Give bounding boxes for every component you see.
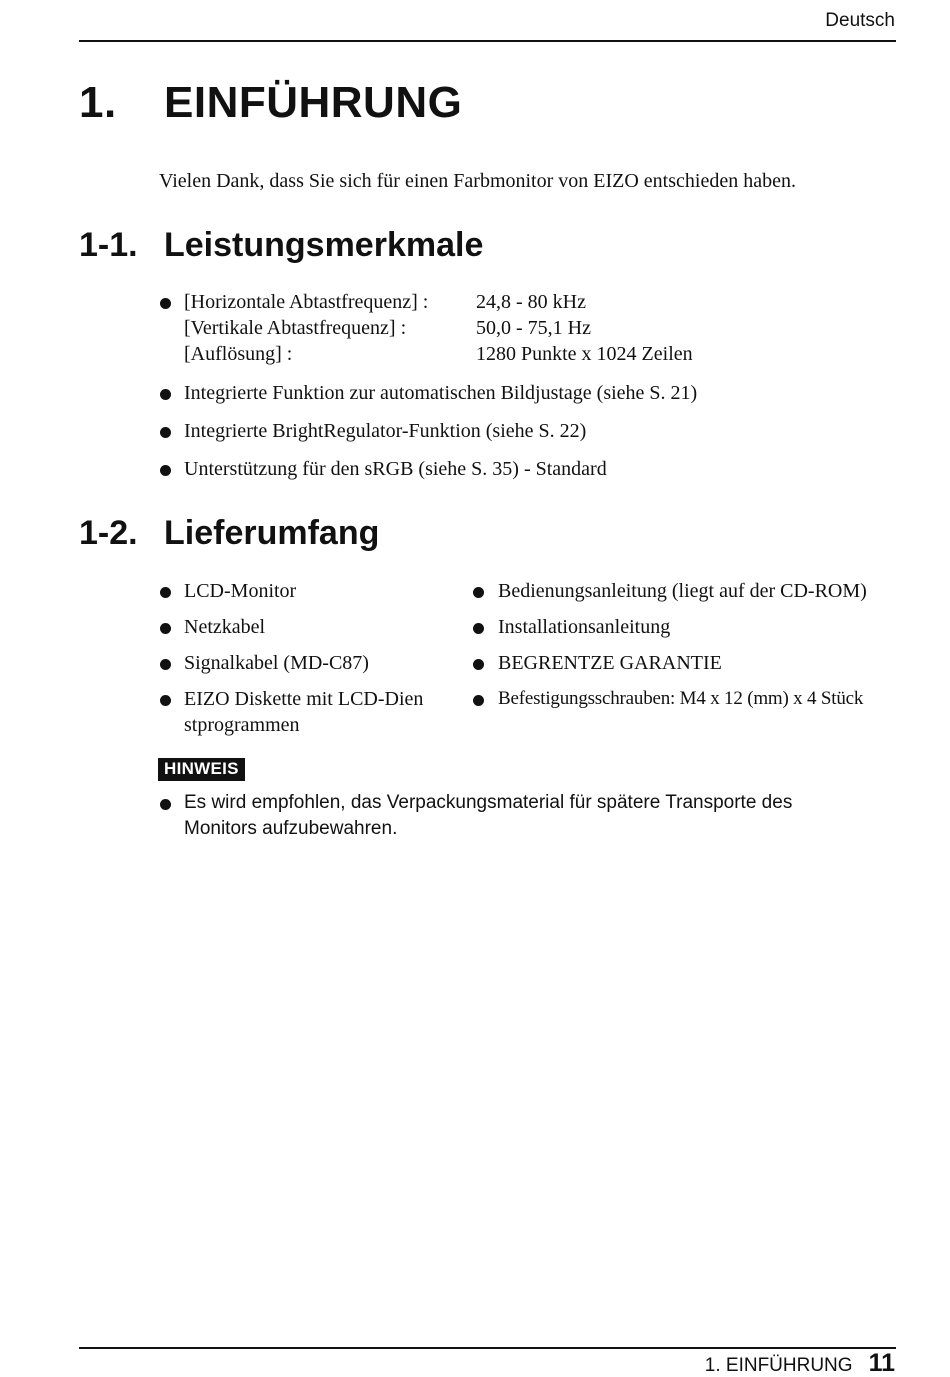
package-item: Installationsanleitung [498,616,671,638]
package-item: LCD-Monitor [184,580,297,602]
section-heading-package [79,514,379,553]
chapter-number: 1. [79,78,117,127]
chapter-title: EINFÜHRUNG [164,78,463,127]
feature-item: Integrierte BrightRegulator-Funktion (siehe S. 22) [184,420,587,442]
bullet-icon [160,695,171,706]
bullet-icon [160,587,171,598]
section-title: Lieferumfang [164,514,380,552]
header-language: Deutsch [825,10,895,31]
page-footer [705,1349,895,1377]
spec-label: [Horizontale Abtastfrequenz] : [184,291,429,313]
section-number: 1-1. [79,226,138,264]
package-item: Netzkabel [184,616,266,638]
package-item-continued: stprogrammen [184,714,300,736]
chapter-heading [79,78,462,128]
package-item: Bedienungsanleitung (liegt auf der CD-ROM) [498,580,867,602]
section-heading-features [79,226,483,265]
note-text-line: Monitors aufzubewahren. [184,818,398,839]
section-number: 1-2. [79,514,138,552]
bullet-icon [473,695,484,706]
package-item: BEGRENTZE GARANTIE [498,652,722,674]
page-number: 11 [868,1349,895,1377]
spec-label: [Auflösung] : [184,343,293,365]
note-badge: HINWEIS [158,758,245,781]
bullet-icon [160,465,171,476]
feature-item: Unterstützung für den sRGB (siehe S. 35) - Standard [184,458,607,480]
spec-value: 1280 Punkte x 1024 Zeilen [476,343,693,365]
bullet-icon [473,587,484,598]
bullet-icon [160,659,171,670]
spec-value: 24,8 - 80 kHz [476,291,586,313]
bullet-icon [160,799,171,810]
spec-label: [Vertikale Abtastfrequenz] : [184,317,407,339]
bullet-icon [160,623,171,634]
package-item: Befestigungsschrauben: M4 x 12 (mm) x 4 Stück [498,688,864,709]
spec-value: 50,0 - 75,1 Hz [476,317,591,339]
section-title: Leistungsmerkmale [164,226,484,264]
package-item: Signalkabel (MD-C87) [184,652,369,674]
intro-text: Vielen Dank, dass Sie sich für einen Farbmonitor von EIZO entschieden haben. [159,170,796,192]
bullet-icon [160,427,171,438]
bullet-icon [473,623,484,634]
header-rule [79,40,896,42]
package-item: EIZO Diskette mit LCD-Dien [184,688,424,710]
feature-item: Integrierte Funktion zur automatischen Bildjustage (siehe S. 21) [184,382,698,404]
bullet-icon [160,389,171,400]
note-text-line: Es wird empfohlen, das Verpackungsmaterial für spätere Transporte des [184,792,793,813]
footer-chapter: 1. EINFÜHRUNG [704,1355,853,1376]
bullet-icon [160,298,171,309]
bullet-icon [473,659,484,670]
